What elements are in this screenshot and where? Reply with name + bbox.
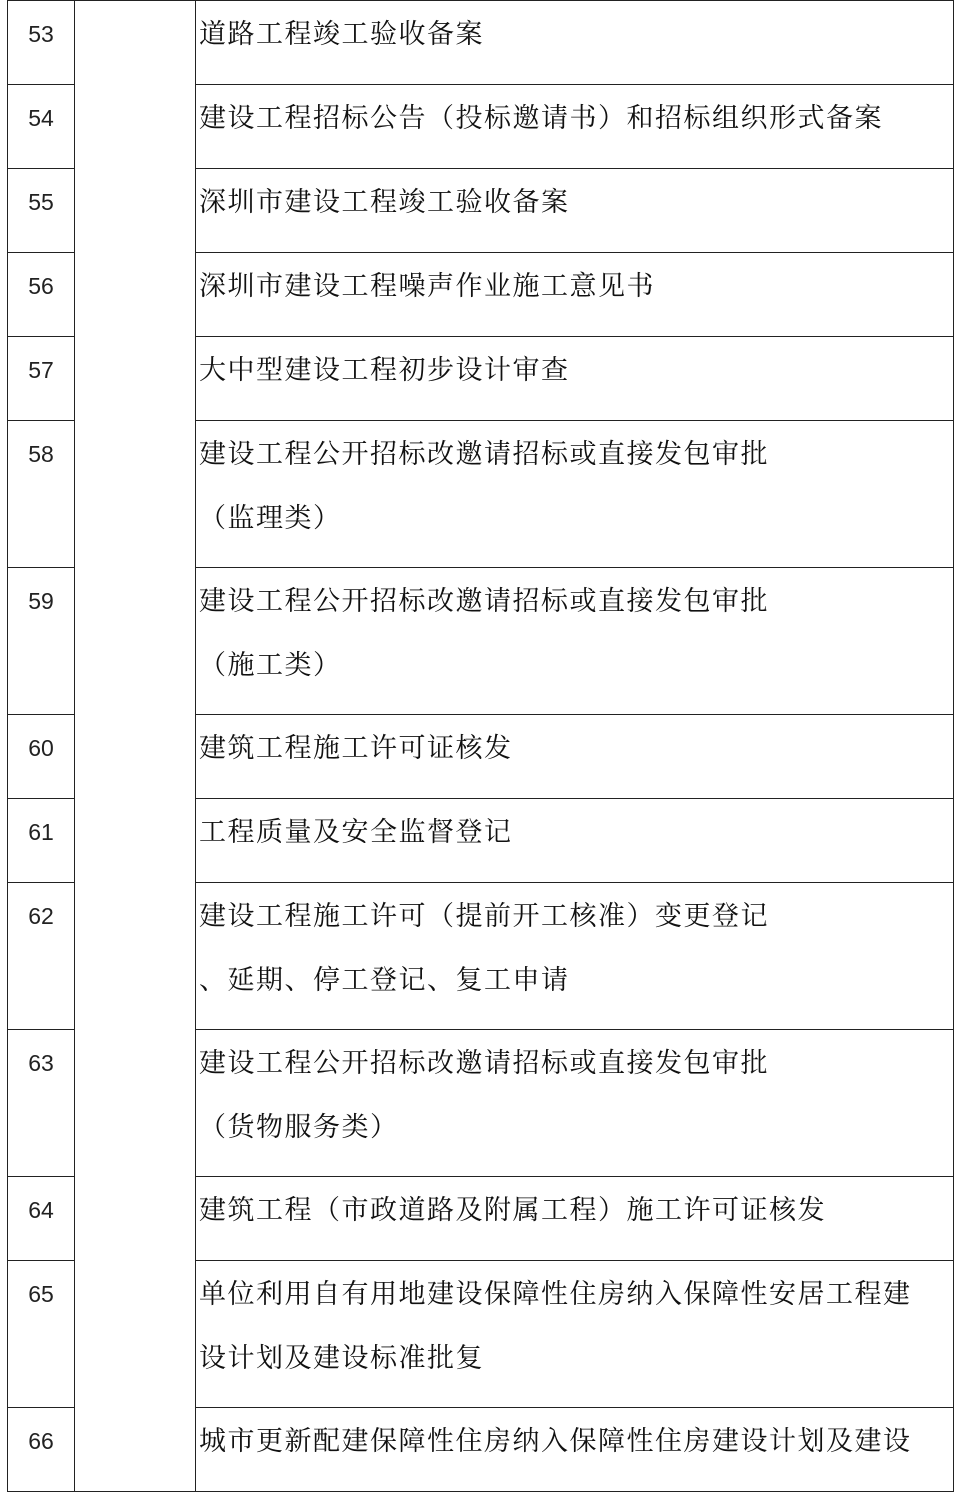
item-name: 建设工程公开招标改邀请招标或直接发包审批 （施工类） xyxy=(196,568,954,715)
row-number: 59 xyxy=(8,568,75,715)
item-name: 工程质量及安全监督登记 xyxy=(196,799,954,883)
item-name: 城市更新配建保障性住房纳入保障性住房建设计划及建设 xyxy=(196,1408,954,1492)
item-name: 单位利用自有用地建设保障性住房纳入保障性安居工程建 设计划及建设标准批复 xyxy=(196,1261,954,1408)
row-number: 56 xyxy=(8,253,75,337)
category-cell xyxy=(75,1,196,1492)
item-name: 深圳市建设工程竣工验收备案 xyxy=(196,169,954,253)
item-name: 建筑工程（市政道路及附属工程）施工许可证核发 xyxy=(196,1177,954,1261)
row-number: 65 xyxy=(8,1261,75,1408)
row-number: 53 xyxy=(8,1,75,85)
table-row xyxy=(8,1,954,85)
row-number: 54 xyxy=(8,85,75,169)
row-number: 62 xyxy=(8,883,75,1030)
item-name: 建设工程施工许可（提前开工核准）变更登记 、延期、停工登记、复工申请 xyxy=(196,883,954,1030)
row-number: 57 xyxy=(8,337,75,421)
item-name: 深圳市建设工程噪声作业施工意见书 xyxy=(196,253,954,337)
item-name: 建设工程招标公告（投标邀请书）和招标组织形式备案 xyxy=(196,85,954,169)
item-table xyxy=(7,0,954,1492)
item-name: 建筑工程施工许可证核发 xyxy=(196,715,954,799)
item-name: 建设工程公开招标改邀请招标或直接发包审批 （监理类） xyxy=(196,421,954,568)
row-number: 60 xyxy=(8,715,75,799)
item-name: 大中型建设工程初步设计审查 xyxy=(196,337,954,421)
row-number: 61 xyxy=(8,799,75,883)
item-name: 道路工程竣工验收备案 xyxy=(196,1,954,85)
row-number: 66 xyxy=(8,1408,75,1492)
row-number: 58 xyxy=(8,421,75,568)
row-number: 64 xyxy=(8,1177,75,1261)
row-number: 63 xyxy=(8,1030,75,1177)
row-number: 55 xyxy=(8,169,75,253)
item-name: 建设工程公开招标改邀请招标或直接发包审批 （货物服务类） xyxy=(196,1030,954,1177)
